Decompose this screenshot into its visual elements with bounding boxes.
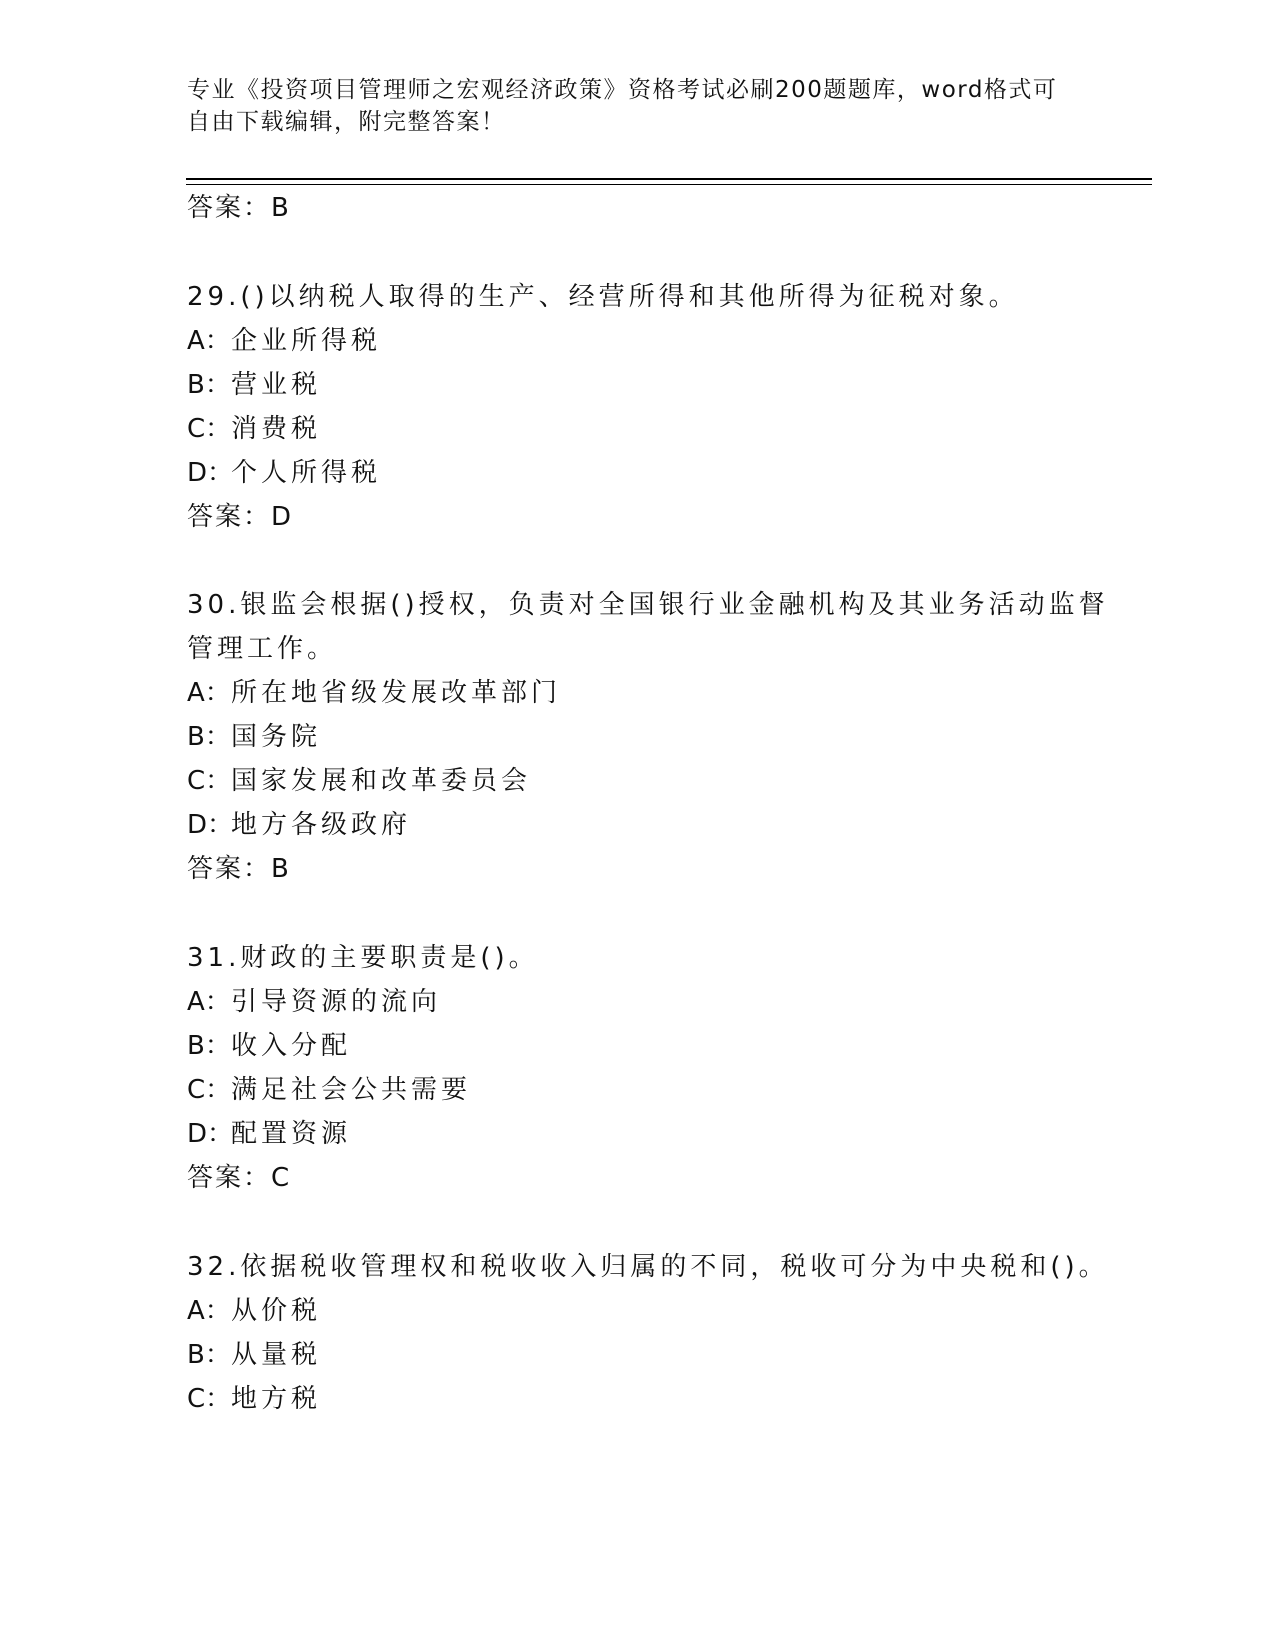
option-text: 国务院 [231, 722, 322, 752]
option-letter: C： [187, 766, 232, 796]
question-29-stem: 29.()以纳税人取得的生产、经营所得和其他所得为征税对象。 [187, 282, 1019, 312]
option-text: 地方各级政府 [231, 810, 412, 840]
option-letter: C： [187, 1384, 232, 1414]
question-31-option-b [187, 1030, 351, 1062]
question-32-option-a [187, 1295, 321, 1327]
question-31-option-c [187, 1074, 471, 1106]
option-letter: A： [187, 326, 231, 356]
question-32-option-b [187, 1339, 321, 1371]
document-header [187, 74, 1077, 138]
option-letter: D： [187, 1119, 234, 1149]
question-29-option-b [187, 369, 321, 401]
option-text: 引导资源的流向 [231, 987, 442, 1017]
option-text: 消费税 [231, 414, 322, 444]
previous-answer: 答案：B [187, 193, 291, 223]
option-letter: D： [187, 810, 234, 840]
option-letter: A： [187, 678, 231, 708]
option-letter: A： [187, 1296, 231, 1326]
option-letter: B： [187, 1340, 231, 1370]
question-30-option-b [187, 721, 321, 753]
header-rule-thick [186, 178, 1152, 180]
question-31-option-a [187, 986, 441, 1018]
question-30-stem: 30.银监会根据()授权，负责对全国银行业金融机构及其业务活动监督 [187, 590, 1109, 620]
option-letter: C： [187, 1075, 232, 1105]
question-30-option-d [187, 809, 411, 841]
option-text: 所在地省级发展改革部门 [231, 678, 562, 708]
option-letter: B： [187, 722, 231, 752]
header-line-2: 自由下载编辑，附完整答案！ [187, 109, 506, 135]
question-30-option-c [187, 765, 531, 797]
option-letter: B： [187, 1031, 231, 1061]
option-text: 配置资源 [231, 1119, 352, 1149]
question-32-option-c [187, 1383, 321, 1415]
option-text: 收入分配 [231, 1031, 352, 1061]
question-30-stem-continued: 管理工作。 [187, 634, 338, 664]
question-29-option-a [187, 325, 381, 357]
question-29-option-d [187, 457, 381, 489]
header-rule-thin [186, 184, 1152, 185]
option-letter: A： [187, 987, 231, 1017]
option-letter: C： [187, 414, 232, 444]
option-letter: D： [187, 458, 234, 488]
option-text: 从价税 [231, 1296, 322, 1326]
question-31-answer: 答案：C [187, 1163, 292, 1193]
option-text: 从量税 [231, 1340, 322, 1370]
question-29-answer: 答案：D [187, 502, 294, 532]
header-line-1: 专业《投资项目管理师之宏观经济政策》资格考试必刷200题题库，word格式可 [187, 77, 1058, 103]
option-text: 地方税 [231, 1384, 322, 1414]
option-text: 满足社会公共需要 [231, 1075, 472, 1105]
question-31-option-d [187, 1118, 351, 1150]
question-30-option-a [187, 677, 561, 709]
question-30-answer: 答案：B [187, 854, 291, 884]
option-text: 营业税 [231, 370, 322, 400]
option-text: 企业所得税 [231, 326, 382, 356]
question-29-option-c [187, 413, 321, 445]
option-text: 国家发展和改革委员会 [231, 766, 532, 796]
question-32-stem: 32.依据税收管理权和税收收入归属的不同，税收可分为中央税和()。 [187, 1252, 1109, 1282]
option-text: 个人所得税 [231, 458, 382, 488]
question-31-stem: 31.财政的主要职责是()。 [187, 943, 539, 973]
option-letter: B： [187, 370, 231, 400]
